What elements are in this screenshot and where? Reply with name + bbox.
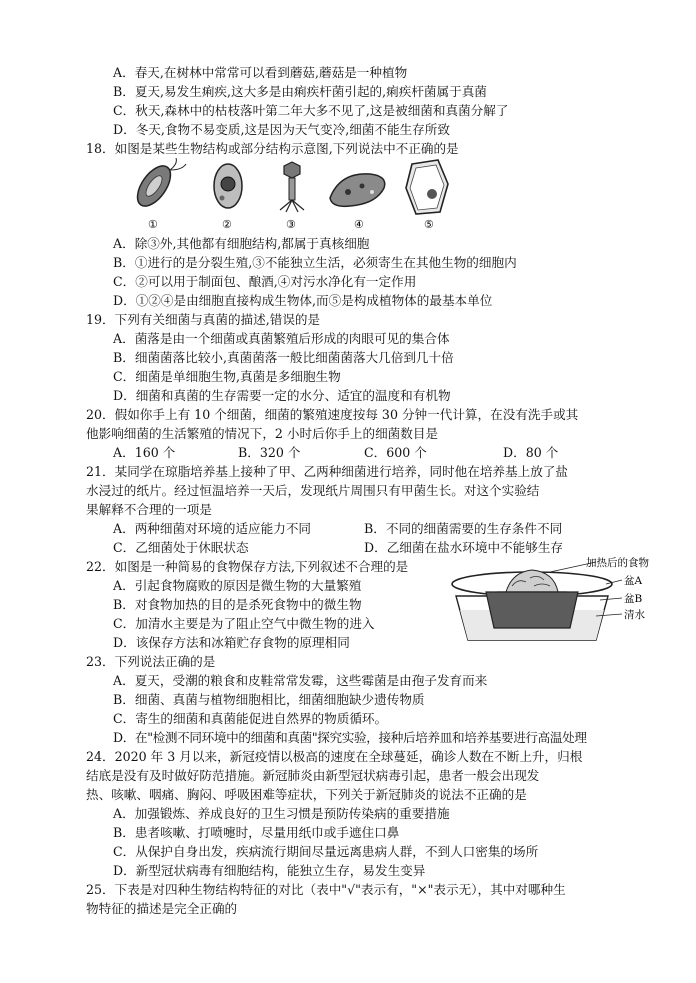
q21-options-row-1 <box>0 520 696 538</box>
q19-stem: 19．下列有关细菌与真菌的描述,错误的是 <box>86 312 321 327</box>
q24-option-d: D．新型冠状病毒有细胞结构，能独立生存，易发生变异 <box>113 863 426 878</box>
q25-stem-line-2: 物特征的描述是完全正确的 <box>86 901 238 916</box>
q18-option-d: D．①②④是由细胞直接构成生物体,而⑤是构成植物体的最基本单位 <box>113 293 493 308</box>
fig18-label-5: ⑤ <box>424 218 434 230</box>
q21-option-c: C．乙细菌处于休眠状态 <box>113 540 249 555</box>
q21-stem-line-2: 水浸过的纸片。经过恒温培养一天后，发现纸片周围只有甲菌生长。对这个实验结 <box>86 483 540 498</box>
q17-option-b: B．夏天,易发生痢疾,这大多是由痢疾杆菌引起的,痢疾杆菌属于真菌 <box>113 84 487 99</box>
q22-stem: 22．如图是一种简易的食物保存方法,下列叙述不合理的是 <box>86 559 409 574</box>
fig22-label-food: 加热后的食物 <box>586 557 649 569</box>
q17-option-a: A．春天,在树林中常常可以看到蘑菇,蘑菇是一种植物 <box>113 65 408 80</box>
q21-option-a: A．两种细菌对环境的适应能力不同 <box>113 521 312 536</box>
q18-figure <box>126 158 456 230</box>
fig18-label-4: ④ <box>354 218 364 230</box>
q24-stem-line-3: 热、咳嗽、咽痛、胸闷、呼吸困难等症状，下列关于新冠肺炎的说法不正确的是 <box>86 787 527 802</box>
q18-option-a: A．除③外,其他都有细胞结构,都属于真核细胞 <box>113 236 370 251</box>
q20-option-a: A．160 个 <box>113 445 176 460</box>
q18-option-b: B．①进行的是分裂生殖,③不能独立生活，必须寄生在其他生物的细胞内 <box>113 255 517 270</box>
q17-option-d: D．冬天,食物不易变质,这是因为天气变冷,细菌不能生存所致 <box>113 122 450 137</box>
q19-option-a: A．菌落是由一个细菌或真菌繁殖后形成的肉眼可见的集合体 <box>113 331 450 346</box>
q20-option-d: D．80 个 <box>503 445 559 460</box>
q19-option-d: D．细菌和真菌的生存需要一定的水分、适宜的温度和有机物 <box>113 388 451 403</box>
fig18-label-3: ③ <box>286 218 296 230</box>
fig18-label-2: ② <box>222 218 232 230</box>
q23-option-b: B．细菌、真菌与植物细胞相比，细菌细胞缺少遗传物质 <box>113 692 425 707</box>
q20-option-b: B．320 个 <box>238 445 301 460</box>
q20-stem-line-2: 他影响细菌的生活繁殖的情况下，2 小时后你手上的细菌数目是 <box>86 426 439 441</box>
q25-stem-line-1: 25．下表是对四种生物结构特征的对比（表中"√"表示有，"×"表示无），其中对哪种生 <box>86 882 566 897</box>
q18-stem: 18．如图是某些生物结构或部分结构示意图,下列说法中不正确的是 <box>86 141 459 156</box>
q22-option-b: B．对食物加热的目的是杀死食物中的微生物 <box>113 597 362 612</box>
q22-option-a: A．引起食物腐败的原因是微生物的大量繁殖 <box>113 578 362 593</box>
q24-option-c: C．从保护自身出发，疾病流行期间尽量远离患病人群，不到人口密集的场所 <box>113 844 539 859</box>
q21-stem-line-3: 果解释不合理的一项是 <box>86 502 212 517</box>
q17-option-c: C．秋天,森林中的枯枝落叶第二年大多不见了,这是被细菌和真菌分解了 <box>113 103 509 118</box>
q20-option-c: C．600 个 <box>364 445 427 460</box>
yeast-figure <box>214 164 242 208</box>
q24-option-a: A．加强锻炼、养成良好的卫生习惯是预防传染病的重要措施 <box>113 806 450 821</box>
bacterium-figure <box>131 158 186 212</box>
fig22-label-bowl-a: 盆A <box>624 575 643 587</box>
q20-options-row <box>0 444 696 462</box>
q21-options-row-2 <box>0 539 696 557</box>
fig22-label-bowl-b: 盆B <box>624 593 643 605</box>
q24-stem-line-2: 结底是没有及时做好防范措施。新冠肺炎由新型冠状病毒引起，患者一般会出现发 <box>86 768 540 783</box>
q23-option-a: A．夏天，受潮的粮食和皮鞋常常发霉，这些霉菌是由孢子发育而来 <box>113 673 488 688</box>
q23-stem: 23．下列说法正确的是 <box>86 654 216 669</box>
q19-option-b: B．细菌菌落比较小,真菌菌落一般比细菌菌落大几倍到几十倍 <box>113 350 454 365</box>
paramecium-figure <box>330 174 385 206</box>
virus-figure <box>280 162 304 212</box>
q24-option-b: B．患者咳嗽、打喷嚏时，尽量用纸巾或手遮住口鼻 <box>113 825 400 840</box>
q19-option-c: C．细菌是单细胞生物,真菌是多细胞生物 <box>113 369 341 384</box>
q18-option-c: C．②可以用于制面包、酿酒,④对污水净化有一定作用 <box>113 274 417 289</box>
q24-stem-line-1: 24．2020 年 3 月以来，新冠疫情以极高的速度在全球蔓延，确诊人数在不断上升，归根 <box>86 749 583 764</box>
q20-stem-line-1: 20．假如你手上有 10 个细菌，细菌的繁殖速度按每 30 分钟一代计算，在没有洗手或其 <box>86 407 579 422</box>
q21-option-d: D．乙细菌在盐水环境中不能够生存 <box>364 540 564 555</box>
q21-option-b: B．不同的细菌需要的生存条件不同 <box>364 521 563 536</box>
q22-option-c: C．加清水主要是为了阻止空气中微生物的进入 <box>113 616 375 631</box>
q22-option-d: D．该保存方法和冰箱贮存食物的原理相同 <box>113 635 350 650</box>
fig18-label-1: ① <box>148 218 158 230</box>
q21-stem-line-1: 21．某同学在琼脂培养基上接种了甲、乙两种细菌进行培养，同时他在培养基上放了盐 <box>86 464 568 479</box>
q22-figure <box>446 556 678 654</box>
q23-option-d: D．在"检测不同环境中的细菌和真菌"探究实验，接种后培养皿和培养基要进行高温处理 <box>113 730 587 745</box>
fig22-label-water: 清水 <box>624 609 645 621</box>
plant-cell-figure <box>406 160 448 214</box>
q23-option-c: C．寄生的细菌和真菌能促进自然界的物质循环。 <box>113 711 388 726</box>
